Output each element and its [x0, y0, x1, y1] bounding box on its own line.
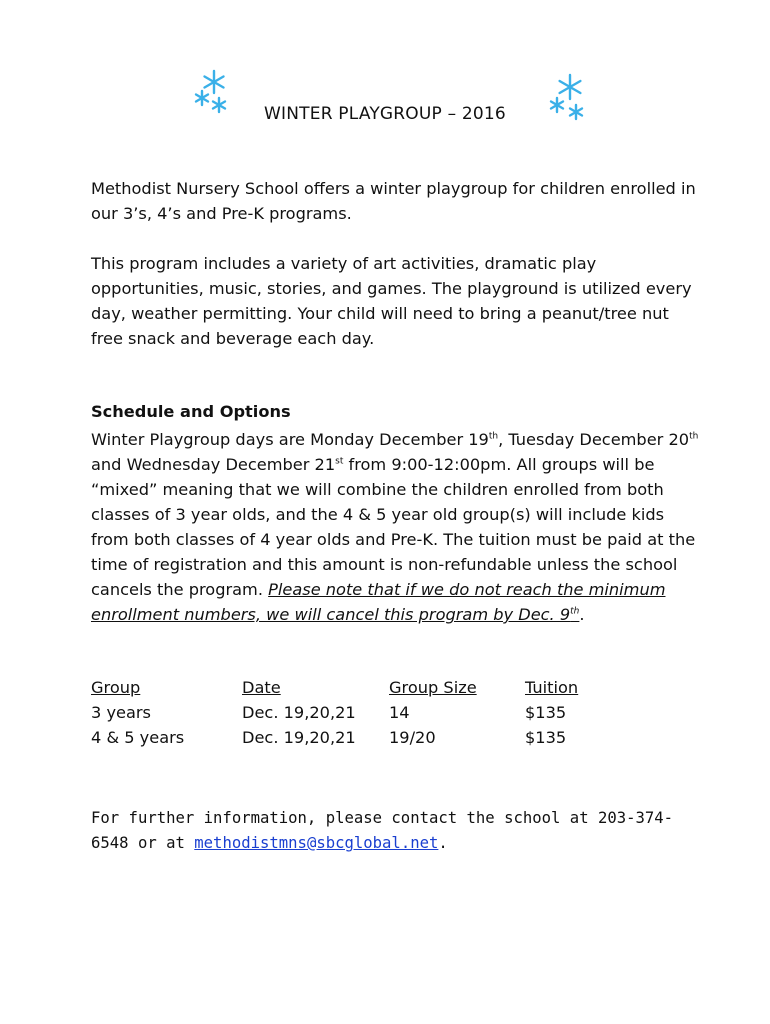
options-table	[91, 678, 651, 753]
page-title: WINTER PLAYGROUP – 2016	[264, 104, 506, 124]
table-header-row	[91, 678, 651, 703]
contact-paragraph: For further information, please contact the school at 203-374-6548 or at methodistmns@sbcglobal.net.	[91, 809, 674, 852]
enrollment-note: Please note that if we do not reach the minimum enrollment numbers, we will cancel this program by Dec. 9th	[91, 580, 666, 624]
header-tuition: Tuition	[525, 678, 579, 697]
cell-tuition: $135	[525, 703, 567, 722]
table-row	[91, 728, 651, 753]
email-link[interactable]: methodistmns@sbcglobal.net	[194, 834, 439, 852]
cell-tuition: $135	[525, 728, 567, 747]
intro-paragraph: Methodist Nursery School offers a winter playgroup for children enrolled in our 3’s, 4’s and Pre-K programs.	[91, 179, 696, 223]
cell-group-size: 19/20	[389, 728, 436, 747]
schedule-heading: Schedule and Options	[91, 402, 291, 421]
schedule-paragraph: Winter Playgroup days are Monday December 19th, Tuesday December 20th and Wednesday December 21st from 9:00-12:00pm. All groups will be “mixed” meaning that we will combine the children enrolled from both classes of 3 year olds, and the 4 & 5 year old group(s) will include kids from both classes of 4 year olds and Pre-K. The tuition must be paid at the time of registration and this amount is non-refundable unless the school cancels the program. Please note that if we do not reach the minimum enrollment numbers, we will cancel this program by Dec. 9th.	[91, 430, 699, 624]
table-row	[91, 703, 651, 728]
header-date: Date	[242, 678, 281, 697]
header-group-size: Group Size	[389, 678, 477, 697]
header-group: Group	[91, 678, 141, 697]
cell-group-size: 14	[389, 703, 410, 722]
cell-group: 3 years	[91, 703, 151, 722]
cell-group: 4 & 5 years	[91, 728, 185, 747]
cell-date: Dec. 19,20,21	[242, 703, 356, 722]
cell-date: Dec. 19,20,21	[242, 728, 356, 747]
program-paragraph: This program includes a variety of art activities, dramatic play opportunities, music, stories, and games. The playground is utilized every day, weather permitting. Your child will need to bring a peanut/tree nut free snack and beverage each day.	[91, 254, 692, 348]
